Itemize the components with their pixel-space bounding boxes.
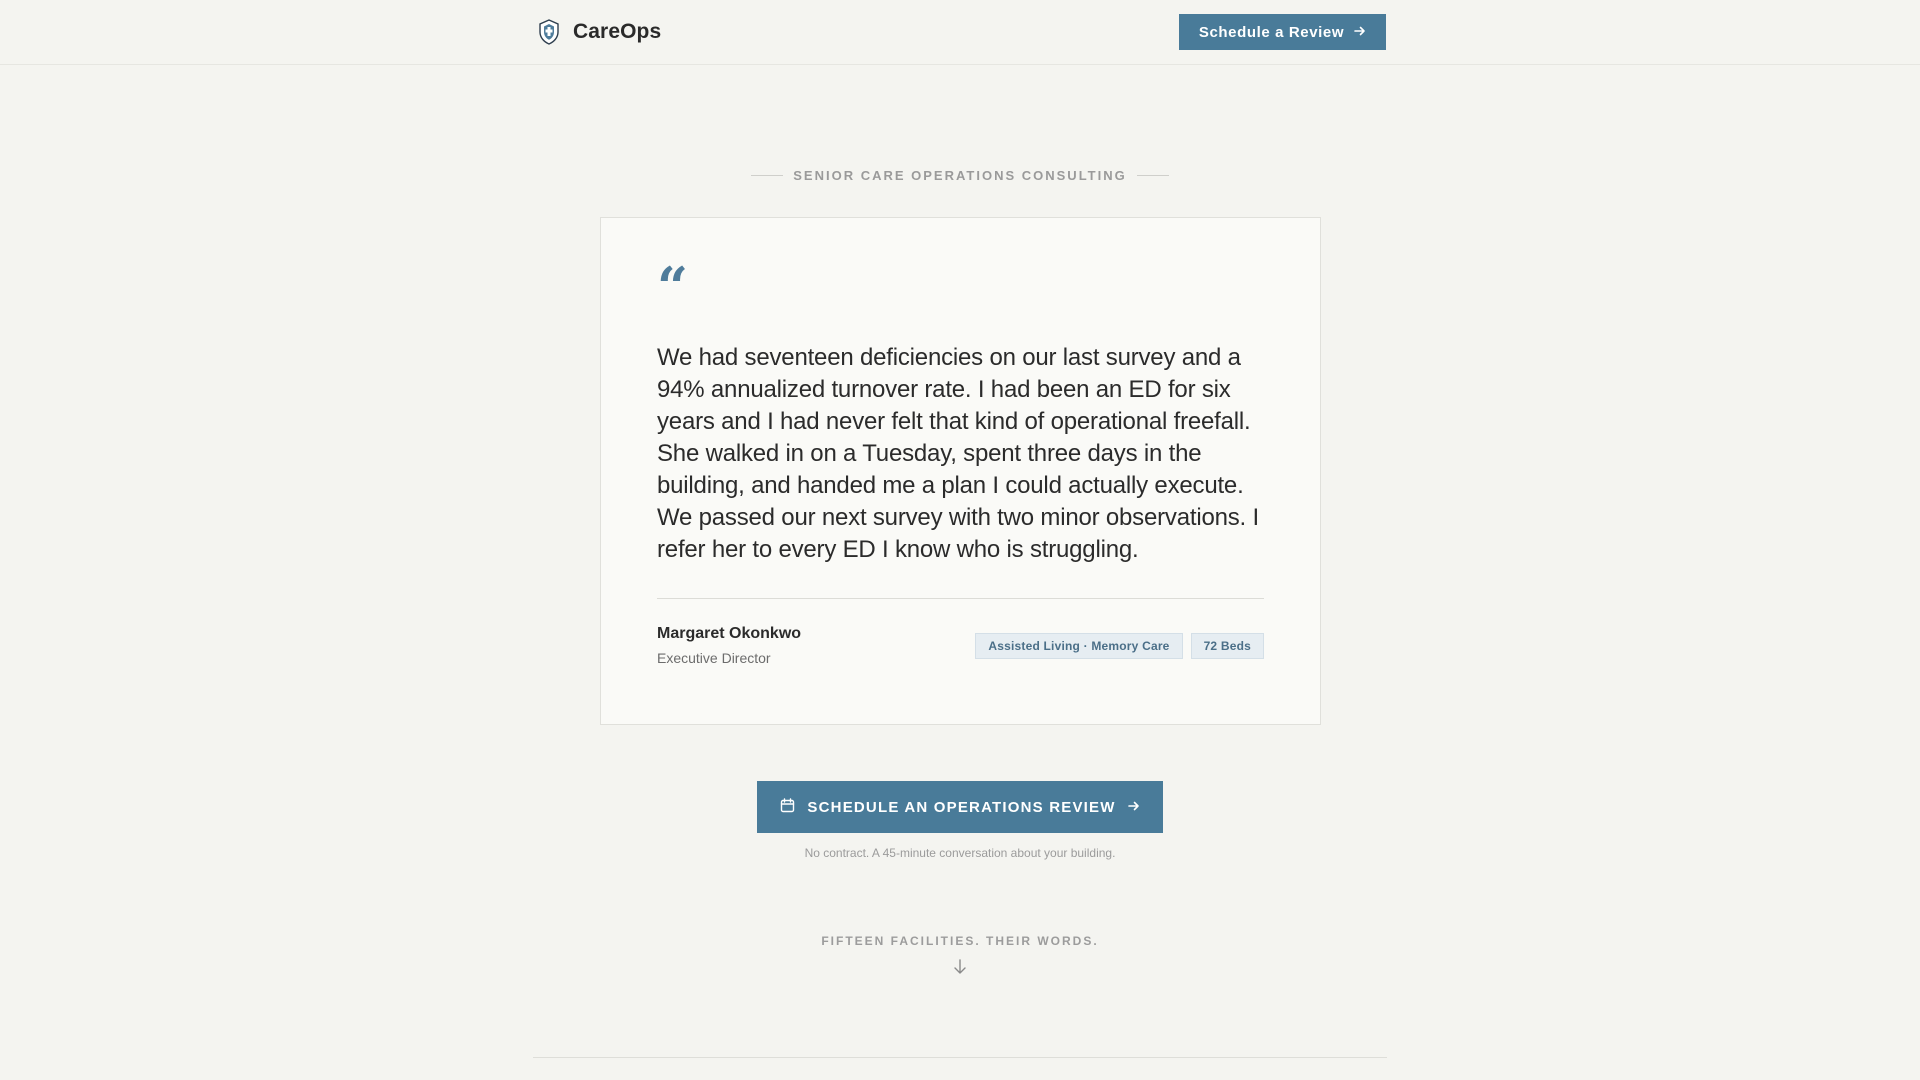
bottom-divider [533,1057,1387,1058]
schedule-operations-review-button[interactable] [757,781,1163,833]
eyebrow-rule-left [751,175,783,176]
testimonial-quote: We had seventeen deficiencies on our last survey and a 94% annualized turnover rate. I had been an ED for six years and I had never felt that kind of operational freefall. She walked in on a Tuesday, spent three days in the building, and handed me a plan I could actually execute. We passed our next survey with two minor observations. I refer her to every ED I know who is struggling. [657,344,1259,563]
top-navigation [0,0,1920,65]
arrow-right-icon [1128,799,1140,816]
tag-facility-type: Assisted Living · Memory Care [975,633,1182,659]
schedule-operations-review-label: SCHEDULE AN OPERATIONS REVIEW [807,798,1116,816]
calendar-icon [780,798,795,817]
author-role: Executive Director [657,650,771,666]
testimonial-card [600,217,1321,725]
brand-name: CareOps [573,20,662,43]
cta-note: No contract. A 45-minute conversation about your building. [804,846,1116,860]
arrow-right-icon [1354,24,1366,41]
author-name: Margaret Okonkwo [657,625,802,642]
testimonials-section-label: FIFTEEN FACILITIES. THEIR WORDS. [821,934,1099,948]
schedule-review-button[interactable] [1179,14,1386,50]
card-divider [657,598,1264,599]
schedule-review-label: Schedule a Review [1198,23,1345,41]
eyebrow-rule-right [1137,175,1169,176]
tag-bed-count: 72 Beds [1191,633,1264,659]
quote-mark-icon: “ [657,255,689,319]
brand[interactable] [533,16,661,48]
eyebrow-text: SENIOR CARE OPERATIONS CONSULTING [793,168,1127,183]
arrow-down-icon[interactable] [952,958,968,976]
hero-eyebrow [0,168,1920,183]
shield-crest-icon [533,16,565,48]
facility-tags [975,633,1264,659]
